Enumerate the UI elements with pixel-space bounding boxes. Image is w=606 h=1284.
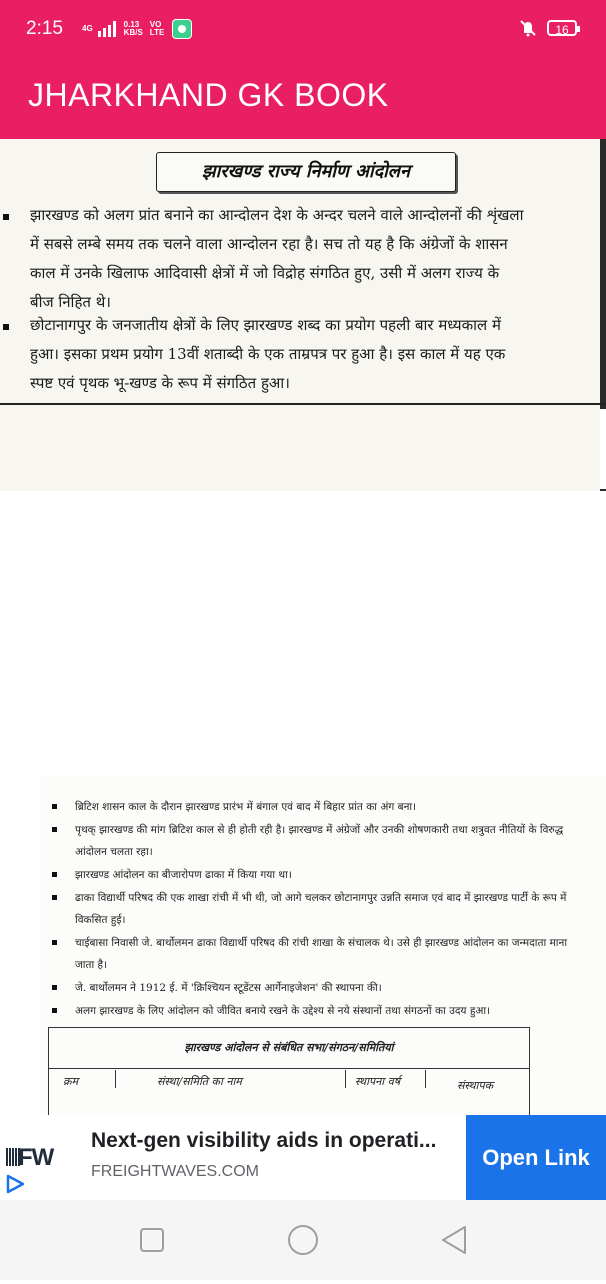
paragraph-1-line: झारखण्ड को अलग प्रांत बनाने का आन्दोलन देश के अन्दर चलने वाले आन्दोलनों की शृंखला	[30, 206, 524, 224]
book-page-1	[0, 139, 606, 491]
list-item: चाईबासा निवासी जे. बार्थोलमन ढाका विद्यार्थी परिषद की रांची शाखा के संचालक थे। उसे ही झारखण्ड आंदोलन का जन्मदाता माना जाता है।	[50, 932, 570, 976]
section-divider	[0, 403, 606, 405]
chapter-title: झारखण्ड राज्य निर्माण आंदोलन	[156, 152, 456, 192]
table-header-name: संस्था/समिति का नाम	[157, 1075, 242, 1088]
back-button[interactable]	[414, 1200, 494, 1280]
open-link-button[interactable]: Open Link	[466, 1115, 606, 1200]
volte-bottom: LTE	[149, 28, 165, 37]
freightwaves-logo	[18, 1144, 53, 1172]
ad-banner[interactable]	[0, 1115, 606, 1200]
list-item: जे. बार्थोलमन ने 1912 ई. में 'क्रिश्चियन स्टूडेंटस आर्गेनाइजेशन' की स्थापना की।	[50, 977, 570, 999]
list-item: ढाका विद्यार्थी परिषद की एक शाखा रांची में भी थी, जो आगे चलकर छोटानागपुर उन्नति समाज एवं बाद में झारखण्ड पार्टी के रूप में विकसित हुई।	[50, 887, 570, 931]
ad-domain: FREIGHTWAVES.COM	[91, 1163, 259, 1180]
navigation-bar	[0, 1200, 606, 1280]
status-bar	[0, 0, 606, 60]
table-divider	[115, 1070, 116, 1088]
bullet-marker	[3, 324, 9, 330]
mute-icon	[518, 18, 538, 38]
list-item: झारखण्ड आंदोलन का बीजारोपण ढाका में किया गया था।	[50, 864, 570, 886]
recents-button[interactable]	[112, 1200, 192, 1280]
fact-list	[50, 796, 570, 1023]
paragraph-2	[30, 311, 606, 398]
table-header-year: स्थापना वर्ष	[355, 1075, 401, 1088]
paragraph-2-line: स्पष्ट एवं पृथक भू-खण्ड के रूप में संगठित हुआ।	[30, 374, 290, 392]
network-type-label: 4G	[82, 24, 93, 33]
speed-unit: KB/S	[123, 28, 143, 37]
paragraph-1-line: काल में उनके खिलाफ आदिवासी क्षेत्रों में जो विद्रोह संगठित हुए, उसी में अलग राज्य के	[30, 264, 500, 282]
ad-logo-text: FW	[18, 1144, 54, 1171]
home-button[interactable]	[263, 1200, 343, 1280]
paragraph-1	[30, 201, 606, 317]
volte-indicator	[150, 21, 165, 37]
book-page-2	[40, 776, 606, 1115]
table-title: झारखण्ड आंदोलन से संबंधित सभा/संगठन/समितियां	[49, 1028, 529, 1069]
battery-level: 16	[555, 23, 569, 37]
network-type	[82, 25, 93, 33]
app-notification-icon	[172, 19, 192, 39]
ad-headline[interactable]: Next-gen visibility aids in operati...	[91, 1129, 437, 1152]
paragraph-1-line: बीज निहित थे।	[30, 293, 111, 311]
list-item: पृथक् झारखण्ड की मांग ब्रिटिश काल से ही होती रही है। झारखण्ड में अंग्रेजों और उनकी शोषणकारी तथा शत्रुवत नीतियों के विरुद्ध आंदोलन चलता रहा।	[50, 819, 570, 863]
table-header-serial: क्रम	[63, 1075, 79, 1088]
network-indicators	[82, 14, 192, 44]
app-bar	[0, 60, 606, 139]
adchoices-icon[interactable]	[4, 1173, 26, 1195]
speed-value: 0.13	[123, 20, 140, 29]
recents-icon	[112, 1200, 192, 1280]
paragraph-2-line: हुआ। इसका प्रथम प्रयोग 13वीं शताब्दी के एक ताम्रपत्र पर हुआ है। इस काल में यह एक	[30, 345, 506, 363]
home-icon	[263, 1200, 343, 1280]
list-item: अलग झारखण्ड के लिए आंदोलन को जीवित बनाये रखने के उद्देश्य से नये संस्थानों तथा संगठनों का उदय हुआ।	[50, 1000, 570, 1022]
list-item: ब्रिटिश शासन काल के दौरान झारखण्ड प्रारंभ में बंगाल एवं बाद में बिहार प्रांत का अंग बना।	[50, 796, 570, 818]
status-time: 2:15	[26, 18, 63, 39]
battery-icon	[547, 20, 577, 36]
organizations-table	[48, 1027, 530, 1115]
table-divider	[345, 1070, 346, 1088]
signal-icon	[98, 21, 116, 37]
back-icon	[414, 1200, 494, 1280]
book-content[interactable]	[0, 139, 606, 1115]
network-speed	[124, 21, 143, 37]
page-edge-light	[600, 409, 606, 489]
bullet-marker	[3, 214, 9, 220]
table-header-founder: संस्थापक	[457, 1079, 494, 1092]
volte-top: VO	[149, 20, 162, 29]
paragraph-2-line: छोटानागपुर के जनजातीय क्षेत्रों के लिए झारखण्ड शब्द का प्रयोग पहली बार मध्यकाल में	[30, 316, 501, 334]
table-divider	[425, 1070, 426, 1088]
app-title: JHARKHAND GK BOOK	[28, 77, 389, 113]
paragraph-1-line: में सबसे लम्बे समय तक चलने वाला आन्दोलन रहा है। सच तो यह है कि अंग्रेजों के शासन	[30, 235, 508, 253]
